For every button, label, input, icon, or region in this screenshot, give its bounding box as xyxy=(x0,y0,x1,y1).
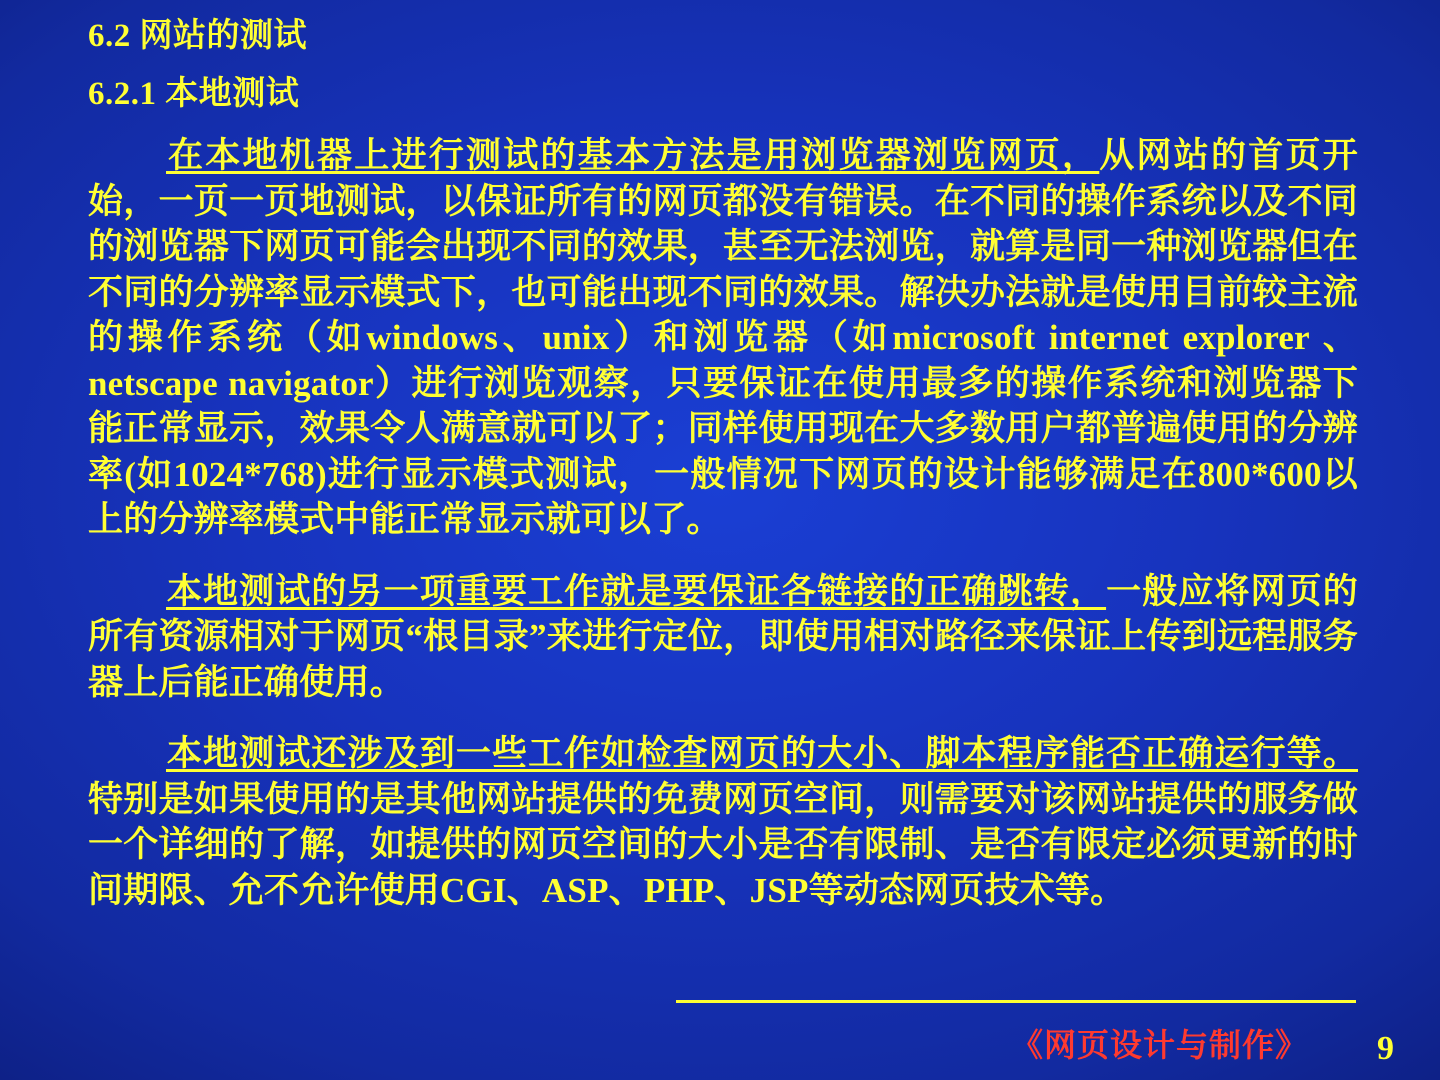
paragraph-local-testing-basics xyxy=(88,133,1358,543)
paragraph-2-body: 一般应将网页的所有资源相对于网页“根目录”来进行定位，即使用相对路径来保证上传到远程服务器上后能正确使用。 xyxy=(88,571,1359,702)
section-heading: 6.2 网站的测试 xyxy=(88,18,307,54)
paragraph-3-underlined-lead: 本地测试还涉及到一些工作如检查网页的大小、脚本程序能否正确运行等。 xyxy=(166,734,1358,773)
paragraph-1-underlined-lead: 在本地机器上进行测试的基本方法是用浏览器浏览网页， xyxy=(166,136,1100,175)
paragraph-1-body: 从网站的首页开始，一页一页地测试，以保证所有的网页都没有错误。在不同的操作系统以及不同的浏览器下网页可能会出现不同的效果，甚至无法浏览，就算是同一种浏览器但在不同的分辨率显示模式下，也可能出现不同的效果。解决办法就是使用目前较主流的操作系统（如windows、unix）和浏览器（如microsoft internet explorer 、 netscape navigator）进行浏览观察，只要保证在使用最多的操作系统和浏览器下能正常显示，效果令人满意就可以了；同样使用现在大多数用户都普遍使用的分辨率(如1024*768)进行显示模式测试，一般情况下网页的设计能够满足在800*600以上的分辨率模式中能正常显示就可以了。 xyxy=(88,136,1358,539)
footer-book-title: 《网页设计与制作》 xyxy=(1010,1027,1308,1063)
footer-divider xyxy=(676,1000,1356,1003)
paragraph-link-verification xyxy=(88,569,1358,706)
paragraph-2-underlined-lead: 本地测试的另一项重要工作就是要保证各链接的正确跳转， xyxy=(166,571,1107,611)
subsection-heading: 6.2.1 本地测试 xyxy=(88,75,300,112)
slide-content xyxy=(88,12,1358,913)
paragraph-3-body: 特别是如果使用的是其他网站提供的免费网页空间，则需要对该网站提供的服务做一个详细的了解，如提供的网页空间的大小是否有限制、是否有限定必须更新的时间期限、允不允许使用CGI、ASP、PHP、JSP等动态网页技术等。 xyxy=(88,779,1358,910)
paragraph-other-checks xyxy=(88,731,1358,913)
page-number: 9 xyxy=(1377,1030,1394,1067)
